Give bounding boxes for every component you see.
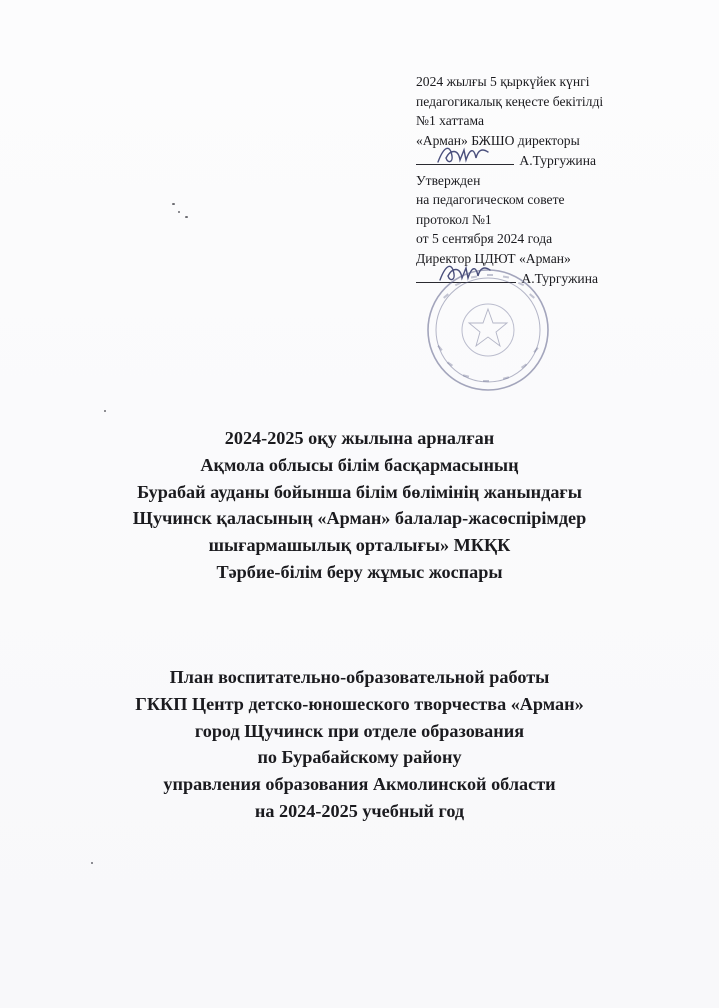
title-ru-line: ГККП Центр детско-юношеского творчества «Арман» [135,693,584,714]
title-kz-line: Тәрбие-білім беру жұмыс жоспары [216,561,503,582]
approval-kz-line2: педагогикалық кеңесте бекітілді [416,93,604,109]
approval-kz-signature-line [416,150,646,171]
title-kz-line: Бурабай ауданы бойынша білім бөлімінің жанындағы [137,481,582,502]
title-ru-line: город Щучинск при отделе образования [194,720,525,741]
title-ru-line: План воспитательно-образовательной работы [169,667,550,687]
approval-ru-line3: протокол №1 [416,211,492,227]
approval-kz-signatory: А.Тургужина [519,153,597,168]
scan-speck [185,216,188,218]
title-ru-line: управления образования Акмолинской области [163,774,556,795]
approval-kz-line3: №1 хаттама [416,113,485,128]
signature-icon [434,142,494,168]
approval-block [416,72,646,289]
approval-ru-line4: от 5 сентября 2024 года [416,231,553,246]
title-kz-line: 2024-2025 оқу жылына арналған [224,428,495,448]
approval-ru-line1: Утвержден [416,172,481,188]
title-ru-line: по Бурабайскому району [257,747,462,768]
scan-speck [172,203,175,205]
scan-speck [91,862,93,864]
signature-underline [416,150,514,165]
official-stamp-icon [423,265,553,395]
title-kz-line: Ақмола облысы білім басқармасының [200,454,519,475]
approval-ru-signatory: А.Тургужина [521,271,599,286]
approval-kz-line4: «Арман» БЖШО директоры [416,132,580,148]
approval-ru-line2: на педагогическом совете [416,192,565,207]
title-kazakh [0,425,719,586]
approval-ru-line5: Директор ЦДЮТ «Арман» [416,250,571,266]
title-russian [0,664,719,825]
title-kz-line: шығармашылық орталығы» МКҚК [208,535,511,556]
title-ru-line: на 2024-2025 учебный год [254,800,465,821]
title-kz-line: Щучинск қаласының «Арман» балалар-жасөспірімдер [132,508,587,529]
scan-speck [104,410,106,412]
approval-kz-line1: 2024 жылғы 5 қыркүйек күнгі [416,74,590,89]
scan-speck [178,211,180,213]
